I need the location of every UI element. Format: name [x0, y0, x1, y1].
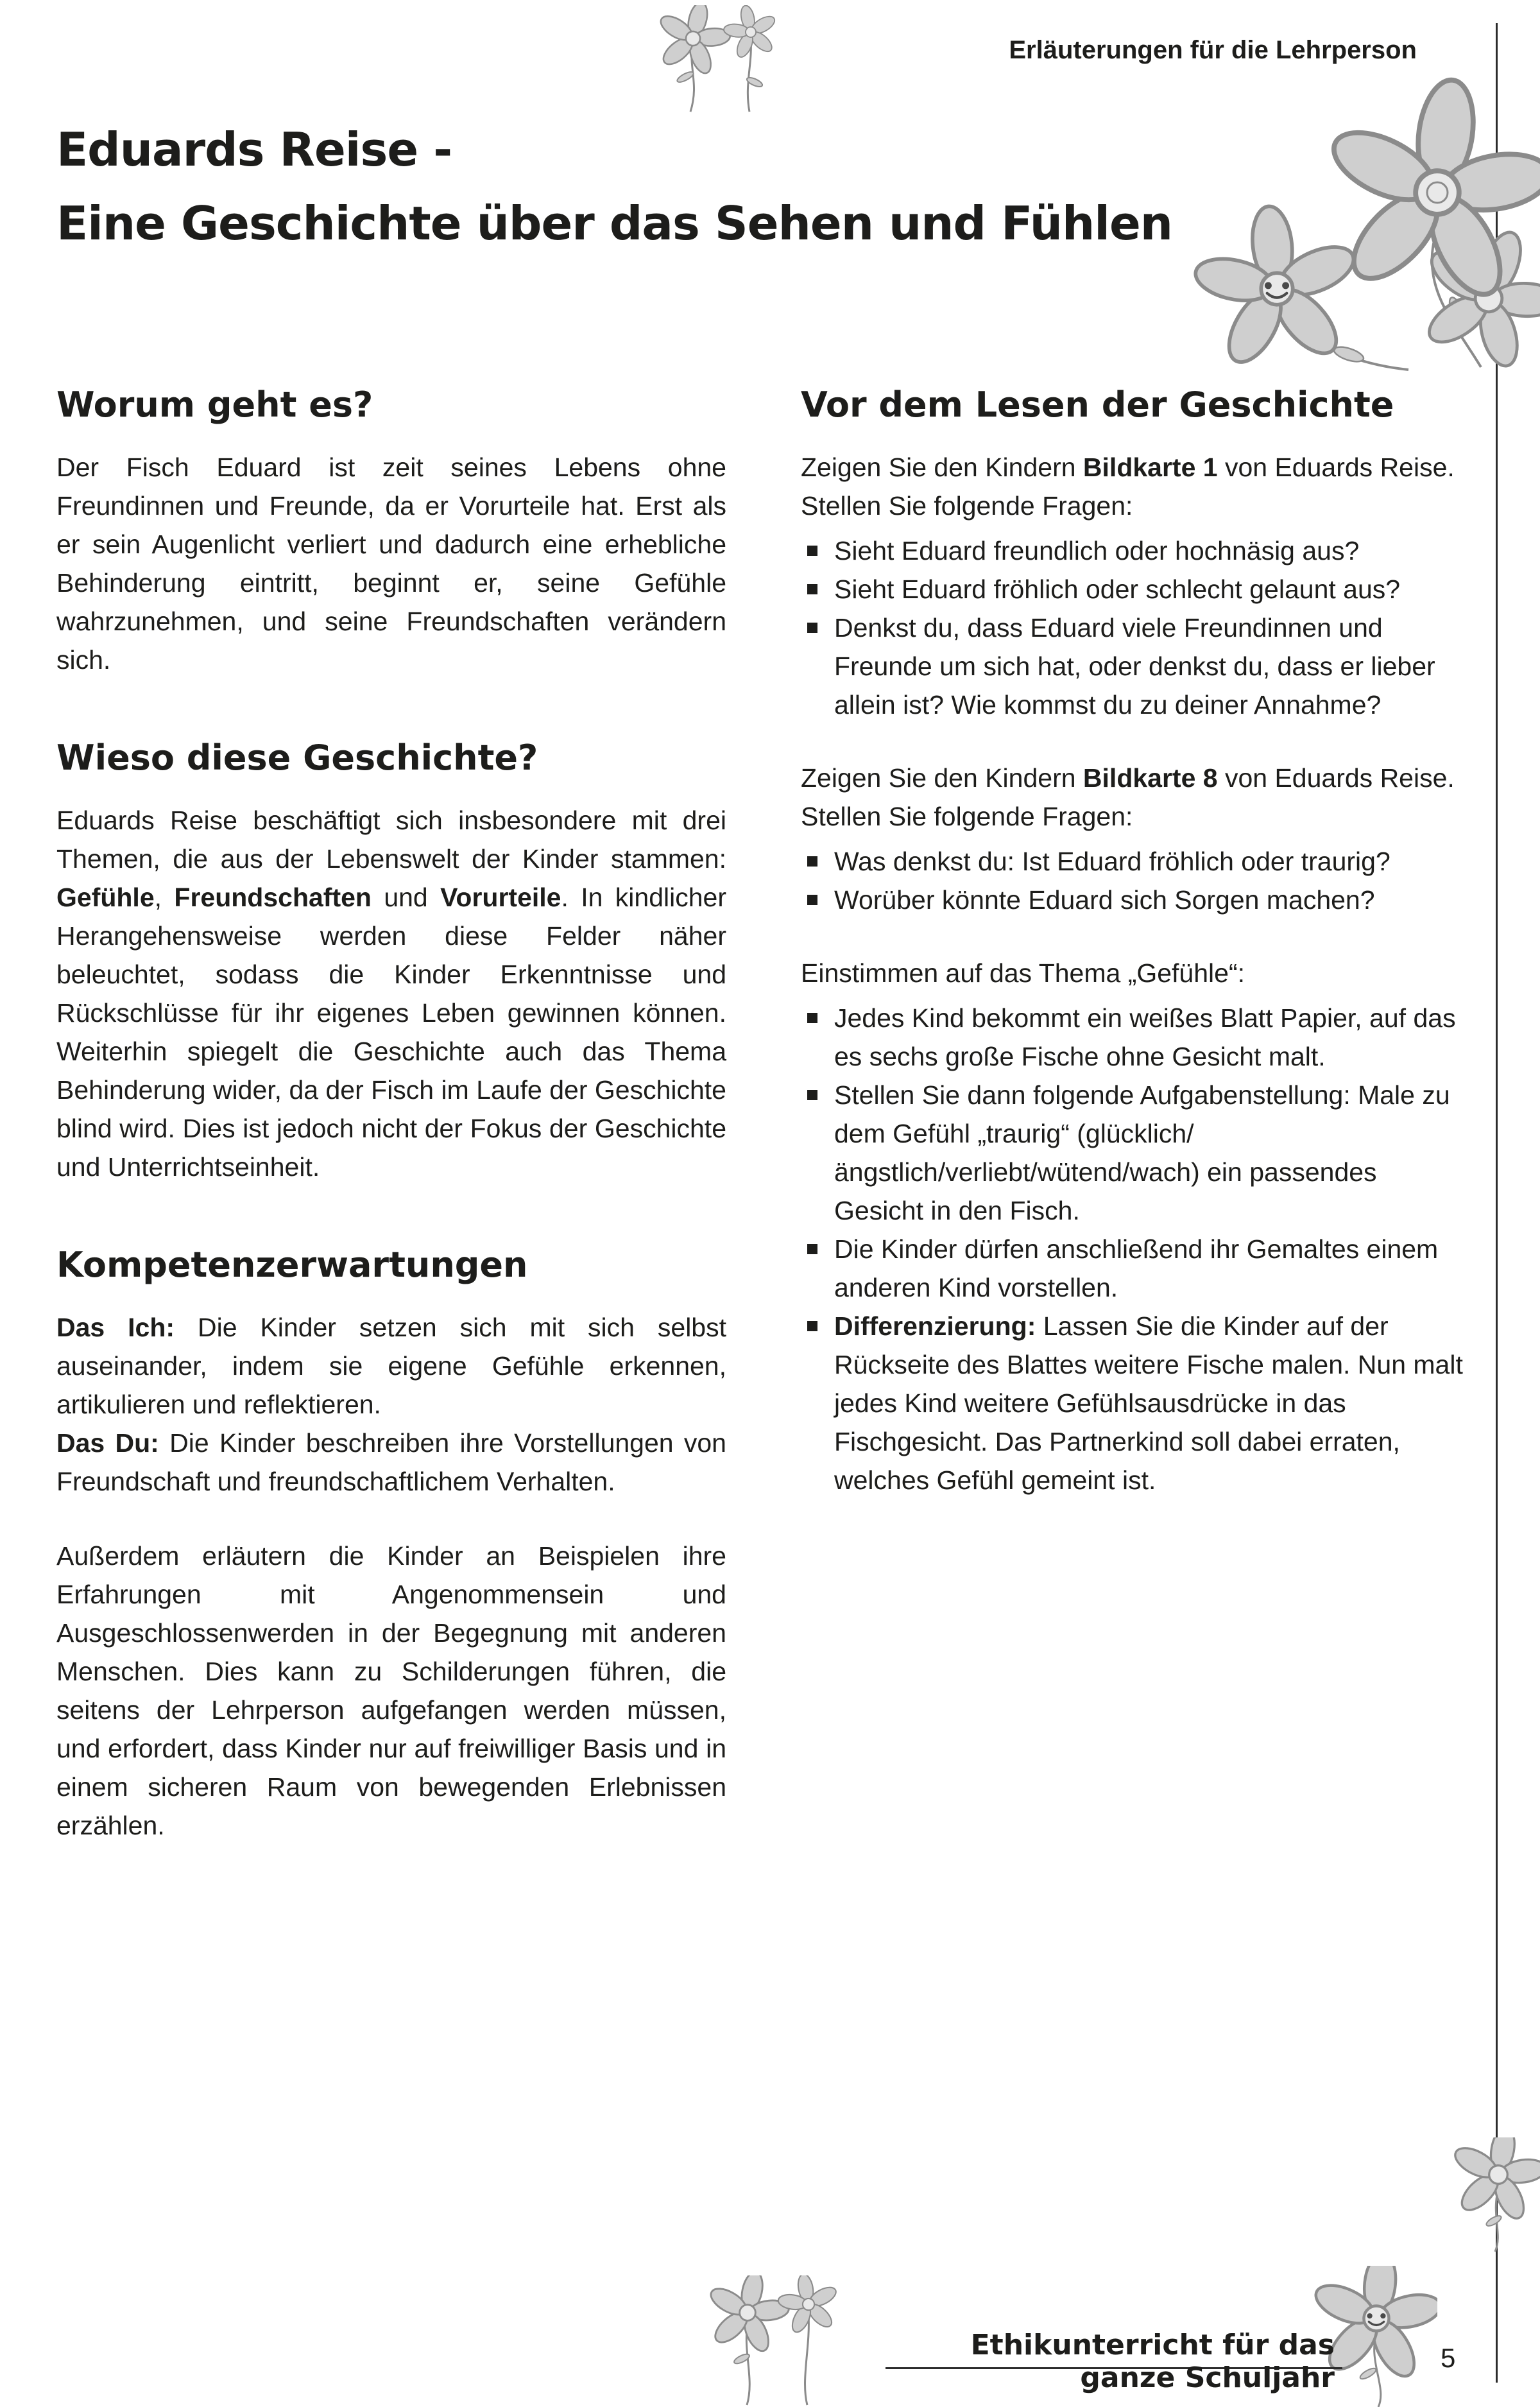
text-segment: Die Kinder setzen sich mit sich selbst auseinander, indem sie eigene Gefühle erkennen, artikulieren und reflektieren. — [56, 1313, 727, 1420]
text-segment: Zeigen Sie den Kindern — [801, 763, 1083, 793]
square-bullet-icon — [807, 1321, 817, 1331]
bullet-text — [834, 1307, 1471, 1499]
text-segment: Der Fisch Eduard ist zeit seines Lebens ohne Freundinnen und Freunde, da er Vorurteile hat. Erst als er sein Augenlicht verliert und dadurch eine erhebliche Behinderung eintritt, beginnt er, seine Gefühle wahrzunehmen, und seine Freundschaften verändern sich. — [56, 453, 726, 675]
page-title — [56, 113, 1172, 261]
bullet-text — [834, 842, 1471, 881]
text-segment: Stellen Sie dann folgende Aufgabenstellung: Male zu dem Gefühl „traurig“ (glücklich/ängstlich/verliebt/wütend/wach) ein passendes Gesicht in den Fisch. — [834, 1080, 1450, 1226]
square-bullet-icon — [807, 1244, 817, 1254]
text-segment: Außerdem erläutern die Kinder an Beispielen ihre Erfahrungen mit Angenommensein und Ausgeschlossenwerden in der Begegnung mit anderen Menschen. Dies kann zu Schilderungen führen, die seitens der Lehrperson aufgefangen werden müssen, und erfordert, dass Kinder nur auf freiwilliger Basis und in einem sicheren Raum von bewegenden Erlebnissen erzählen. — [56, 1541, 726, 1841]
paragraph — [56, 448, 726, 679]
text-segment: , — [154, 883, 175, 913]
bullet-text — [834, 570, 1471, 608]
section-heading-vor-dem-lesen: Vor dem Lesen der Geschichte — [801, 384, 1394, 425]
text-segment: Vorurteile — [440, 883, 561, 913]
bullet-list — [801, 999, 1471, 1499]
text-segment: Die Kinder beschreiben ihre Vorstellungen von Freundschaft und freundschaftlichem Verhalten. — [56, 1428, 726, 1497]
text-segment: Lassen Sie die Kinder auf der Rückseite des Blattes weitere Fische malen. Nun malt jedes Kind weitere Gefühlsausdrücke in das Fischgesicht. Das Partnerkind soll dabei erraten, welches Gefühl gemeint ist. — [834, 1311, 1463, 1496]
bullet-text — [834, 1230, 1471, 1307]
text-segment: Bildkarte 8 — [1082, 763, 1218, 793]
bullet-item — [801, 1307, 1471, 1499]
paragraph — [801, 954, 1471, 992]
page-title-line2: Eine Geschichte über das Sehen und Fühlen — [56, 196, 1173, 251]
paragraph — [801, 448, 1471, 525]
bullet-text — [834, 608, 1471, 724]
square-bullet-icon — [807, 546, 817, 556]
bullet-item — [801, 999, 1471, 1076]
paragraph — [56, 1308, 726, 1424]
text-segment: Sieht Eduard freundlich oder hochnäsig aus? — [834, 536, 1360, 566]
flowers-top-center-icon — [648, 5, 802, 114]
flowers-footer-left-icon — [699, 2275, 866, 2407]
footer-title: Ethikunterricht für das ganze Schuljahr — [970, 2329, 1335, 2394]
right-column — [801, 385, 1471, 1845]
header-note: Erläuterungen für die Lehrperson — [1009, 36, 1417, 64]
square-bullet-icon — [807, 856, 817, 867]
bullet-item — [801, 1230, 1471, 1307]
text-segment: Differenzierung: — [834, 1311, 1043, 1342]
text-segment: und — [371, 883, 441, 913]
bullet-item — [801, 570, 1471, 608]
text-segment: Zeigen Sie den Kindern — [801, 453, 1083, 483]
square-bullet-icon — [807, 895, 817, 905]
text-segment: Sieht Eduard fröhlich oder schlecht gelaunt aus? — [834, 574, 1401, 605]
page-number: 5 — [1441, 2343, 1456, 2373]
text-segment: Eduards Reise beschäftigt sich insbesondere mit drei Themen, die aus der Lebenswelt der Kinder stammen: — [56, 806, 726, 874]
bullet-text — [834, 531, 1471, 570]
bullet-list — [801, 842, 1471, 919]
text-segment: Einstimmen auf das Thema „Gefühle“: — [801, 958, 1245, 988]
text-segment: . In kindlicher Herangehensweise werden diese Felder näher beleuchtet, sodass die Kinder Erkenntnisse und Rückschlüsse für ihr eigenes Leben gewinnen können. Weiterhin spiegelt die Geschichte auch das Thema Behinderung wider, da der Fisch im Laufe der Geschichte blind wird. Dies ist jedoch nicht der Fokus der Geschichte und Unterrichtseinheit. — [56, 883, 726, 1182]
left-column — [56, 385, 726, 1845]
section-heading-wieso-diese-geschichte: Wieso diese Geschichte? — [56, 738, 538, 779]
bullet-text — [834, 881, 1471, 919]
text-segment: Bildkarte 1 — [1082, 453, 1218, 483]
text-segment: Denkst du, dass Eduard viele Freundinnen und Freunde um sich hat, oder denkst du, dass er lieber allein ist? Wie kommst du zu deiner Annahme? — [834, 613, 1435, 720]
flowers-top-right-icon — [1187, 77, 1540, 379]
section-heading-worum-geht-es: Worum geht es? — [56, 384, 373, 425]
square-bullet-icon — [807, 584, 817, 594]
bullet-item — [801, 1076, 1471, 1230]
content-columns — [56, 385, 1471, 1845]
paragraph — [801, 759, 1471, 836]
text-segment: Jedes Kind bekommt ein weißes Blatt Papier, auf das es sechs große Fische ohne Gesicht malt. — [834, 1003, 1456, 1072]
bullet-item — [801, 842, 1471, 881]
text-segment: von Eduards Reise. Stellen Sie folgende Fragen: — [801, 453, 1455, 521]
paragraph — [56, 1424, 726, 1501]
square-bullet-icon — [807, 1090, 817, 1100]
text-segment: Das Du: — [56, 1428, 170, 1458]
paragraph — [56, 1537, 726, 1845]
page-title-line1: Eduards Reise - — [56, 123, 452, 177]
square-bullet-icon — [807, 1013, 817, 1023]
section-heading-kompetenzerwartungen: Kompetenzerwartungen — [56, 1245, 528, 1286]
text-segment: Die Kinder dürfen anschließend ihr Gemaltes einem anderen Kind vorstellen. — [834, 1234, 1439, 1303]
text-segment: Freundschaften — [174, 883, 372, 913]
bullet-item — [801, 531, 1471, 570]
bullet-item — [801, 608, 1471, 724]
text-segment: von Eduards Reise. Stellen Sie folgende Fragen: — [801, 763, 1455, 832]
square-bullet-icon — [807, 623, 817, 633]
flower-right-edge-icon — [1444, 2137, 1540, 2253]
text-segment: Was denkst du: Ist Eduard fröhlich oder traurig? — [834, 847, 1390, 877]
text-segment: Das Ich: — [56, 1313, 198, 1343]
bullet-list — [801, 531, 1471, 724]
bullet-text — [834, 999, 1471, 1076]
text-segment: Gefühle — [56, 883, 155, 913]
bullet-text — [834, 1076, 1471, 1230]
text-segment: Worüber könnte Eduard sich Sorgen machen? — [834, 885, 1375, 915]
paragraph — [56, 801, 726, 1186]
bullet-item — [801, 881, 1471, 919]
